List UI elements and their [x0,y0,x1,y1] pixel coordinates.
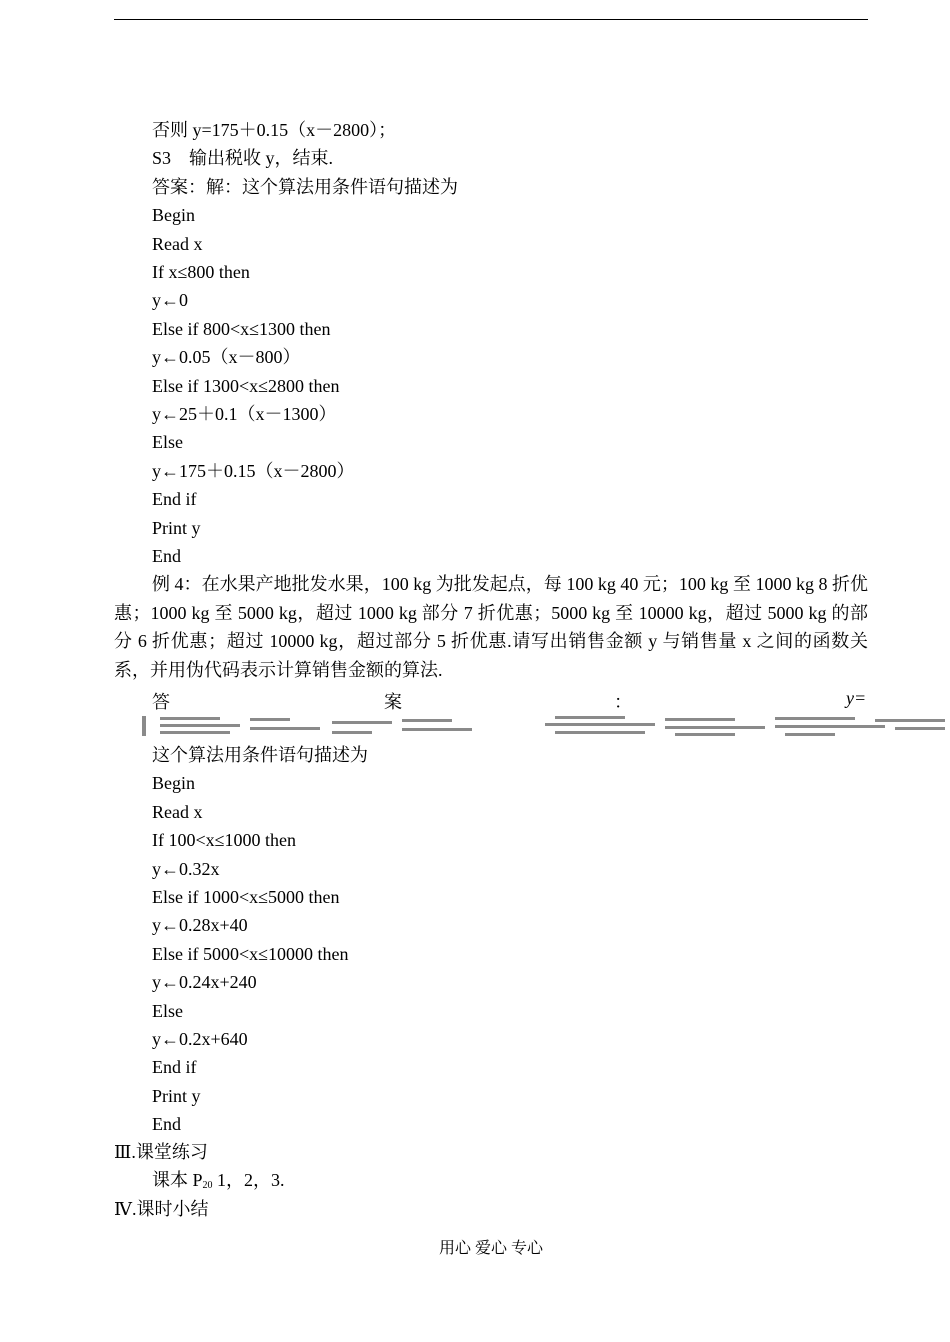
pseudocode-line-l16: End [152,546,181,566]
exercise-prefix: 课本 P [152,1170,203,1190]
pseudocode-line-l5: Read x [152,233,203,254]
pseudocode-line-b8: Else if 5000<x≤10000 then [152,943,349,964]
pseudocode-line-b11: y←0.2x+640 [152,1029,248,1049]
answer-char-2: 案 [384,692,402,712]
garbled-formula-right [545,713,945,739]
pseudocode-line-l14: End if [152,489,197,510]
pseudocode-line-l8: Else if 800<x≤1300 then [152,318,331,339]
pseudocode-line-l4: Begin [152,205,195,226]
pseudocode-line-b3: Read x [152,801,203,822]
pseudocode-line-b7: y←0.28x+40 [152,915,248,936]
garbled-formula-left [132,713,482,739]
example-4-text: 例 4：在水果产地批发水果，100 kg 为批发起点，每 100 kg 40 元；100 kg 至 1000 kg 8 折优惠；1000 kg 至 5000 kg，超过 1000 kg 部分 7 折优惠；5000 kg 至 10000 kg，超过 5000 kg 的部分 6 折优惠；超过 10000 kg，超过部分 5 折优惠.请写出销售金额 y 与销售量 x 之间的函数关系，并用伪代码表示计算销售金额的算法. [114,574,868,680]
pseudocode-line-l1: 否则 y=175＋0.15（x－2800）； [152,120,397,140]
pseudocode-line-l12: Else [152,432,183,453]
pseudocode-line-l3: 答案：解：这个算法用条件语句描述为 [152,176,458,197]
exercise-line [152,1170,285,1196]
section-3-heading: Ⅲ.课堂练习 [114,1142,208,1162]
answer-colon: ： [614,692,632,712]
pseudocode-line-l15: Print y [152,517,201,538]
pseudocode-line-b4: If 100<x≤1000 then [152,830,297,851]
pseudocode-line-l9: y←0.05（x－800） [152,347,301,368]
pseudocode-line-b2: Begin [152,773,195,794]
pseudocode-line-l11: y←25＋0.1（x－1300） [152,404,337,424]
pseudocode-line-l7: y←0 [152,290,188,311]
exercise-suffix: 1，2，3. [212,1170,285,1190]
pseudocode-line-b6: Else if 1000<x≤5000 then [152,887,340,907]
pseudocode-line-b12: End if [152,1057,197,1078]
header-rule [114,19,868,20]
pseudocode-line-b14: End [152,1114,181,1135]
pseudocode-line-b9: y←0.24x+240 [152,972,257,993]
pseudocode-line-l6: If x≤800 then [152,262,250,282]
answer-char-1: 答 [152,692,170,712]
exercise-page-sub: 20 [202,1180,213,1191]
pseudocode-line-b1: 这个算法用条件语句描述为 [152,745,368,765]
pseudocode-line-l13: y←175＋0.15（x－2800） [152,460,355,481]
answer-row [152,688,868,710]
pseudocode-line-l10: Else if 1300<x≤2800 then [152,375,340,396]
pseudocode-line-b13: Print y [152,1085,201,1106]
section-4-heading: Ⅳ.课时小结 [114,1199,209,1219]
pseudocode-line-b10: Else [152,1000,183,1021]
pseudocode-line-b5: y←0.32x [152,858,220,879]
example-4-paragraph [114,570,868,684]
page-footer: 用心 爱心 专心 [438,1240,543,1257]
answer-y-equals: y= [846,688,867,708]
pseudocode-line-l2: S3 输出税收 y，结束. [152,148,334,169]
